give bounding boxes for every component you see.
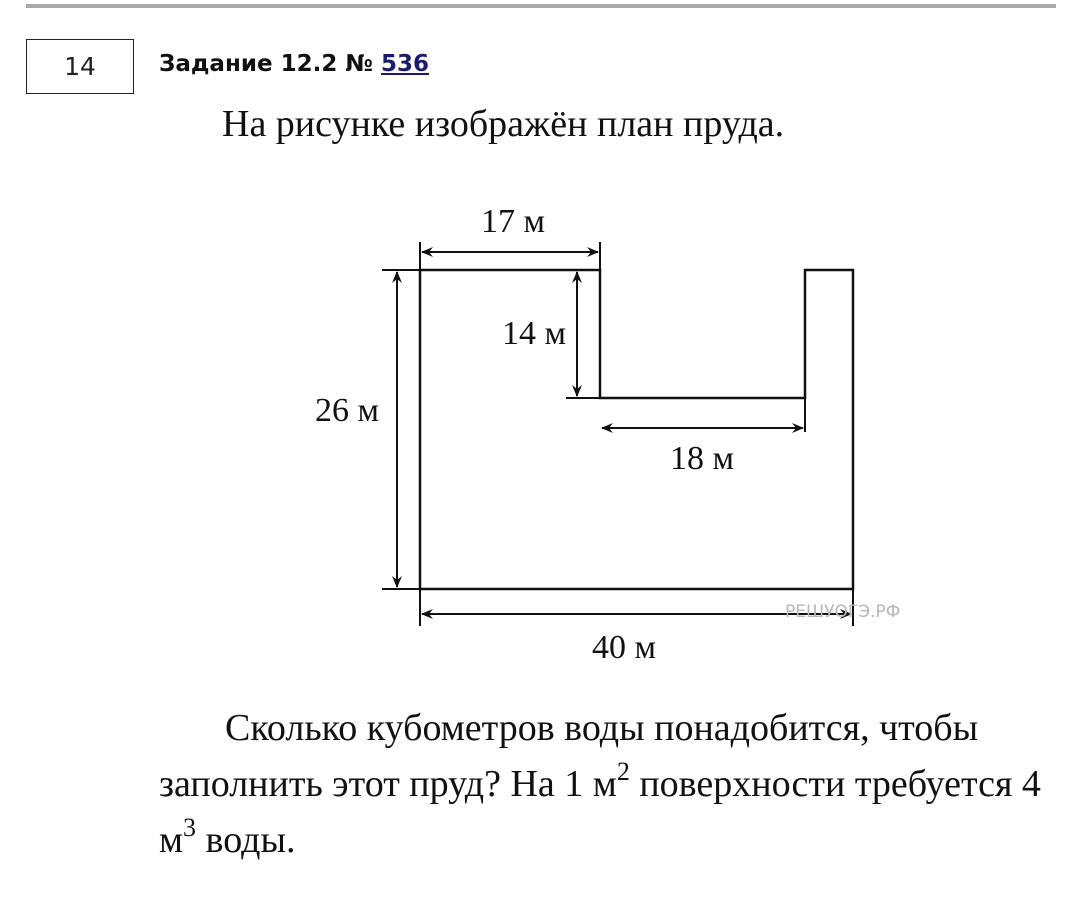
task-title: Задание 12.2 № [159, 51, 373, 77]
pond-outline [420, 270, 853, 589]
label-notch-depth: 14 м [501, 315, 567, 352]
question-part-1: Сколько кубометров воды понадобится, чтобы заполнить этот пруд? На 1 м [159, 707, 979, 805]
label-bottom-width: 40 м [591, 629, 657, 666]
superscript-3: 3 [183, 813, 197, 842]
intro-text: На рисунке изображён план пруда. [222, 103, 785, 145]
question-part-3: воды. [196, 819, 296, 861]
question-part-2: поверхности требуется 4 м [159, 763, 1041, 861]
watermark: РЕШУОГЭ.РФ [785, 602, 901, 622]
task-id-link[interactable]: 536 [381, 51, 430, 77]
question-text [159, 700, 1049, 868]
superscript-2: 2 [616, 757, 630, 786]
label-top-width: 17 м [480, 203, 546, 240]
label-notch-width: 18 м [669, 440, 735, 477]
label-left-height: 26 м [314, 392, 380, 429]
task-number: 14 [64, 52, 96, 81]
